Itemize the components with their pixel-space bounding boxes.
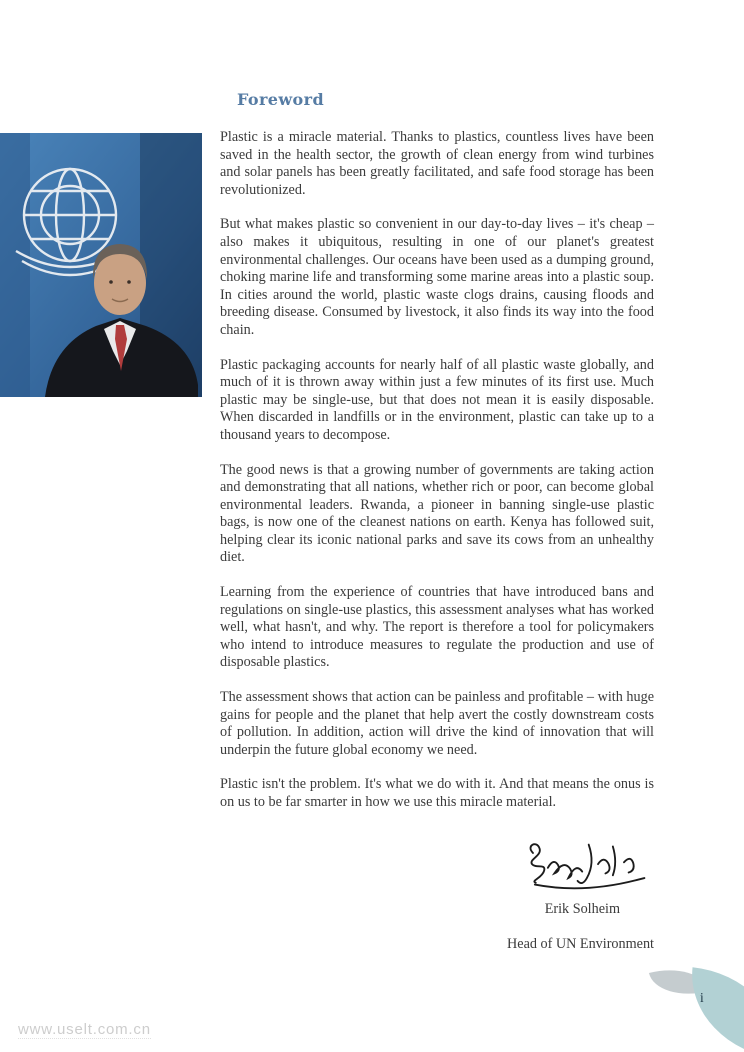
signature-block [220, 838, 654, 953]
body-text-column [220, 129, 654, 953]
paragraph: Plastic packaging accounts for nearly half of all plastic waste globally, and much of it is thrown away within just a few minutes of its first use. Much plastic may be single-use, but that does not mean it is easily disposable. When discarded in landfills or in the environment, plastic can take up to a thousand years to decompose. [220, 356, 654, 443]
paragraph: Plastic is a miracle material. Thanks to plastics, countless lives have been saved in the health sector, the growth of clean energy from wind turbines and solar panels has been greatly facilitated, and safe food storage has been revolutionized. [220, 129, 654, 198]
paragraph: The assessment shows that action can be painless and profitable – with huge gains for people and the planet that help avert the costly downstream costs of pollution. In addition, action will drive the kind of innovation that will underpin the future global economy we need. [220, 689, 654, 758]
page-number: i [700, 990, 704, 1005]
paragraph: But what makes plastic so convenient in our day-to-day lives – it's cheap – also makes it ubiquitous, resulting in one of our planet's greatest environmental challenges. Our oceans have been used as a dumping ground, choking marine life and transforming some marine areas into a plastic soup. In cities around the world, plastic waste clogs drains, causing floods and breeding disease. Consumed by livestock, it also finds its way into the food chain. [220, 216, 654, 338]
signature-role: Head of UN Environment [507, 935, 654, 952]
paragraph: The good news is that a growing number of governments are taking action and demonstrating that all nations, whether rich or poor, can become global environmental leaders. Rwanda, a pioneer in banning single-use plastic bags, is now one of the cleanest nations on earth. Kenya has followed suit, helping clear its iconic national parks and save its cows from an unhealthy diet. [220, 461, 654, 566]
portrait-photo-graphic [0, 133, 202, 397]
page-title: Foreword [237, 90, 325, 109]
portrait-photo [0, 133, 202, 397]
watermark: www.uselt.com.cn [18, 1021, 151, 1038]
signature-image [520, 838, 650, 894]
leaf-decoration-teal-icon [684, 967, 744, 1052]
paragraph: Learning from the experience of countries that have introduced bans and regulations on single-use plastics, this assessment analyses what has worked well, what hasn't, and why. The report is therefore a tool for policymakers who intend to introduce measures to regulate the production and use of disposable plastics. [220, 584, 654, 671]
paragraph: Plastic isn't the problem. It's what we do with it. And that means the onus is on us to be far smarter in how we use this miracle material. [220, 776, 654, 810]
signature-name: Erik Solheim [544, 900, 620, 917]
